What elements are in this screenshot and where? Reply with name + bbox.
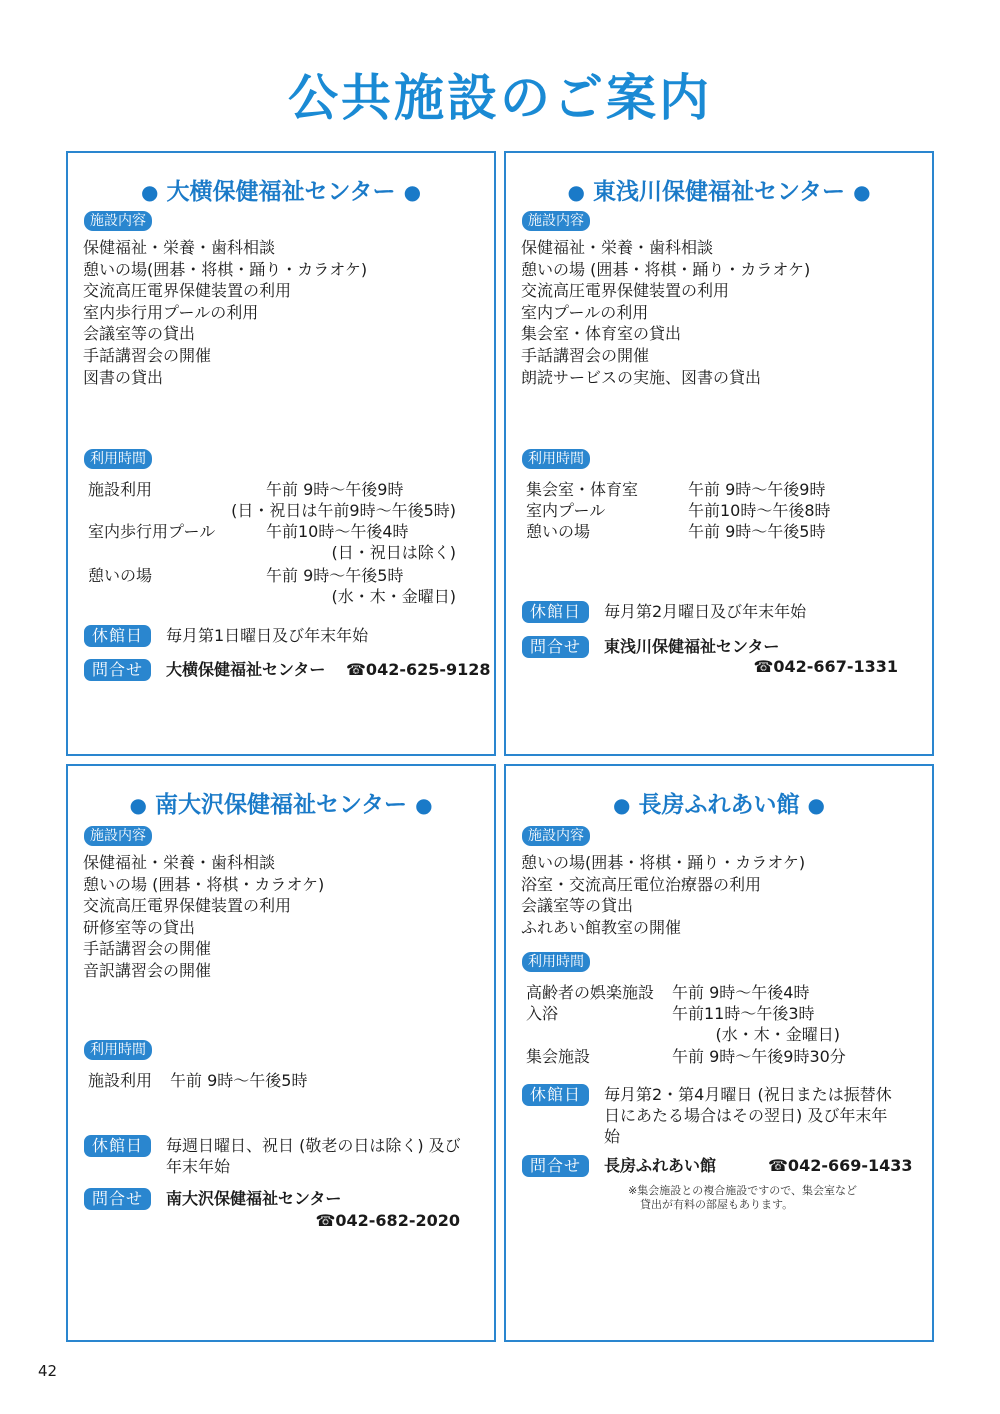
hours-time: 午前10時〜午後4時: [266, 522, 409, 541]
hours-time: 午前10時〜午後8時: [688, 501, 831, 520]
hours-time: 午前 9時〜午後9時30分: [672, 1047, 846, 1066]
facility-label: 施設内容: [522, 211, 590, 231]
hours-time: 午前 9時〜午後5時: [266, 566, 404, 585]
contact-name: 南大沢保健福祉センター: [166, 1189, 342, 1208]
bullet-icon: ●: [140, 180, 159, 204]
list-item: 保健福祉・栄養・歯科相談: [521, 238, 714, 257]
list-item: 音訳講習会の開催: [83, 960, 212, 980]
hours-name: 施設利用: [88, 480, 153, 499]
facility-label: 施設内容: [522, 826, 590, 846]
list-item: 会議室等の貸出: [83, 324, 196, 344]
list-item: 憩いの場(囲碁・将棋・踊り・カラオケ): [521, 853, 806, 872]
closed-label: 休館日: [522, 601, 589, 623]
hours-time: 午前 9時〜午後4時: [672, 983, 810, 1002]
list-item: 交流高圧電界保健装置の利用: [521, 281, 730, 301]
contact-label: 問合せ: [522, 1155, 589, 1177]
bullet-icon: ●: [403, 180, 422, 204]
facility-label: 施設内容: [84, 211, 152, 231]
list-item: 交流高圧電界保健装置の利用: [83, 281, 292, 301]
bullet-icon: ●: [807, 793, 825, 817]
closed-text: 始: [604, 1127, 621, 1146]
hours-time: 午前 9時〜午後9時: [688, 480, 826, 499]
bullet-icon: ●: [853, 180, 871, 204]
contact-name: 長房ふれあい館: [604, 1156, 717, 1175]
hours-name: 集会施設: [526, 1047, 591, 1066]
closed-text: 毎月第1日曜日及び年末年始: [166, 626, 369, 645]
hours-label: 利用時間: [522, 449, 590, 469]
facility-label: 施設内容: [84, 826, 152, 846]
list-item: 手話講習会の開催: [83, 939, 212, 959]
card-minamiosawa: [66, 764, 496, 1342]
contact-label: 問合せ: [84, 659, 151, 681]
card-title-text: 長房ふれあい館: [638, 792, 800, 818]
list-item: 室内歩行用プールの利用: [83, 302, 259, 322]
closed-label: 休館日: [84, 625, 151, 647]
closed-label: 休館日: [84, 1135, 151, 1157]
hours-name: 施設利用: [88, 1071, 153, 1090]
hours-name: 入浴: [526, 1004, 559, 1023]
contact-phone: ☎042-625-9128: [346, 660, 491, 679]
hours-label: 利用時間: [84, 1040, 152, 1060]
card-title-text: 東浅川保健福祉センター: [592, 179, 846, 205]
hours-note: (日・祝日は午前9時〜午後5時): [231, 501, 456, 520]
hours-name: 集会室・体育室: [526, 480, 639, 499]
footnote: 貸出が有料の部屋もあります。: [640, 1198, 794, 1211]
page-number: 42: [38, 1362, 58, 1380]
card-title-text: 大横保健福祉センター: [166, 179, 396, 205]
list-item: 憩いの場 (囲碁・将棋・踊り・カラオケ): [521, 259, 811, 279]
hours-time: 午前 9時〜午後5時: [170, 1071, 308, 1090]
contact-phone: ☎042-682-2020: [315, 1211, 460, 1230]
bullet-icon: ●: [415, 793, 433, 817]
hours-name: 室内歩行用プール: [88, 522, 216, 541]
hours-time: 午前 9時〜午後5時: [688, 522, 826, 541]
bullet-icon: ●: [567, 180, 585, 204]
hours-note: (日・祝日は除く): [331, 543, 456, 562]
list-item: 集会室・体育室の貸出: [521, 324, 682, 344]
card-title: [68, 173, 494, 206]
hours-note: (水・木・金曜日): [331, 587, 456, 606]
page-title: 公共施設のご案内: [288, 69, 712, 127]
closed-text: 年末年始: [166, 1157, 231, 1176]
list-item: 保健福祉・栄養・歯科相談: [83, 853, 276, 872]
list-item: 図書の貸出: [83, 367, 164, 387]
card-title-text: 南大沢保健福祉センター: [154, 792, 408, 818]
closed-text: 日にあたる場合はその翌日) 及び年末年: [604, 1106, 888, 1125]
list-item: 手話講習会の開催: [521, 345, 650, 365]
card-higashiasakawa: [504, 151, 934, 756]
list-item: 手話講習会の開催: [83, 345, 212, 365]
contact-name: 東浅川保健福祉センター: [604, 637, 780, 656]
hours-note: (水・木・金曜日): [715, 1025, 840, 1044]
contact-name: 大横保健福祉センター: [166, 660, 326, 679]
facility-list: [83, 852, 324, 982]
card-nagafusa: [504, 764, 934, 1342]
list-item: 浴室・交流高圧電位治療器の利用: [521, 874, 762, 894]
hours-label: 利用時間: [84, 449, 152, 469]
closed-text: 毎月第2・第4月曜日 (祝日または振替休: [604, 1085, 892, 1104]
list-item: 朗読サービスの実施、図書の貸出: [521, 367, 762, 387]
hours-name: 室内プール: [526, 501, 606, 520]
list-item: 保健福祉・栄養・歯科相談: [83, 238, 276, 257]
closed-text: 毎月第2月曜日及び年末年始: [604, 602, 807, 621]
list-item: 交流高圧電界保健装置の利用: [83, 896, 292, 916]
hours-name: 高齢者の娯楽施設: [526, 983, 655, 1002]
card-oyoko: [66, 151, 496, 756]
bullet-icon: ●: [129, 793, 147, 817]
list-item: 研修室等の貸出: [83, 917, 196, 937]
list-item: 会議室等の貸出: [521, 896, 634, 916]
footnote: ※集会施設との複合施設ですので、集会室など: [628, 1184, 857, 1197]
contact-label: 問合せ: [84, 1188, 151, 1210]
list-item: 室内プールの利用: [521, 302, 649, 322]
bullet-icon: ●: [613, 793, 631, 817]
card-title: [68, 786, 494, 819]
closed-text: 毎週日曜日、祝日 (敬老の日は除く) 及び: [166, 1136, 461, 1155]
list-item: 憩いの場(囲碁・将棋・踊り・カラオケ): [83, 259, 368, 279]
closed-label: 休館日: [522, 1084, 589, 1106]
hours-name: 憩いの場: [88, 566, 153, 585]
facility-list: [83, 237, 367, 388]
contact-phone: ☎042-669-1433: [768, 1156, 913, 1175]
contact-label: 問合せ: [522, 636, 589, 658]
card-title: [506, 173, 932, 206]
facility-list: [521, 237, 810, 388]
list-item: ふれあい館教室の開催: [521, 917, 682, 937]
hours-name: 憩いの場: [526, 522, 591, 541]
contact-phone: ☎042-667-1331: [753, 657, 898, 676]
facility-list: [521, 852, 805, 938]
hours-time: 午前 9時〜午後9時: [266, 480, 404, 499]
card-title: [506, 786, 932, 819]
hours-time: 午前11時〜午後3時: [672, 1004, 815, 1023]
list-item: 憩いの場 (囲碁・将棋・カラオケ): [83, 874, 325, 894]
hours-label: 利用時間: [522, 952, 590, 972]
